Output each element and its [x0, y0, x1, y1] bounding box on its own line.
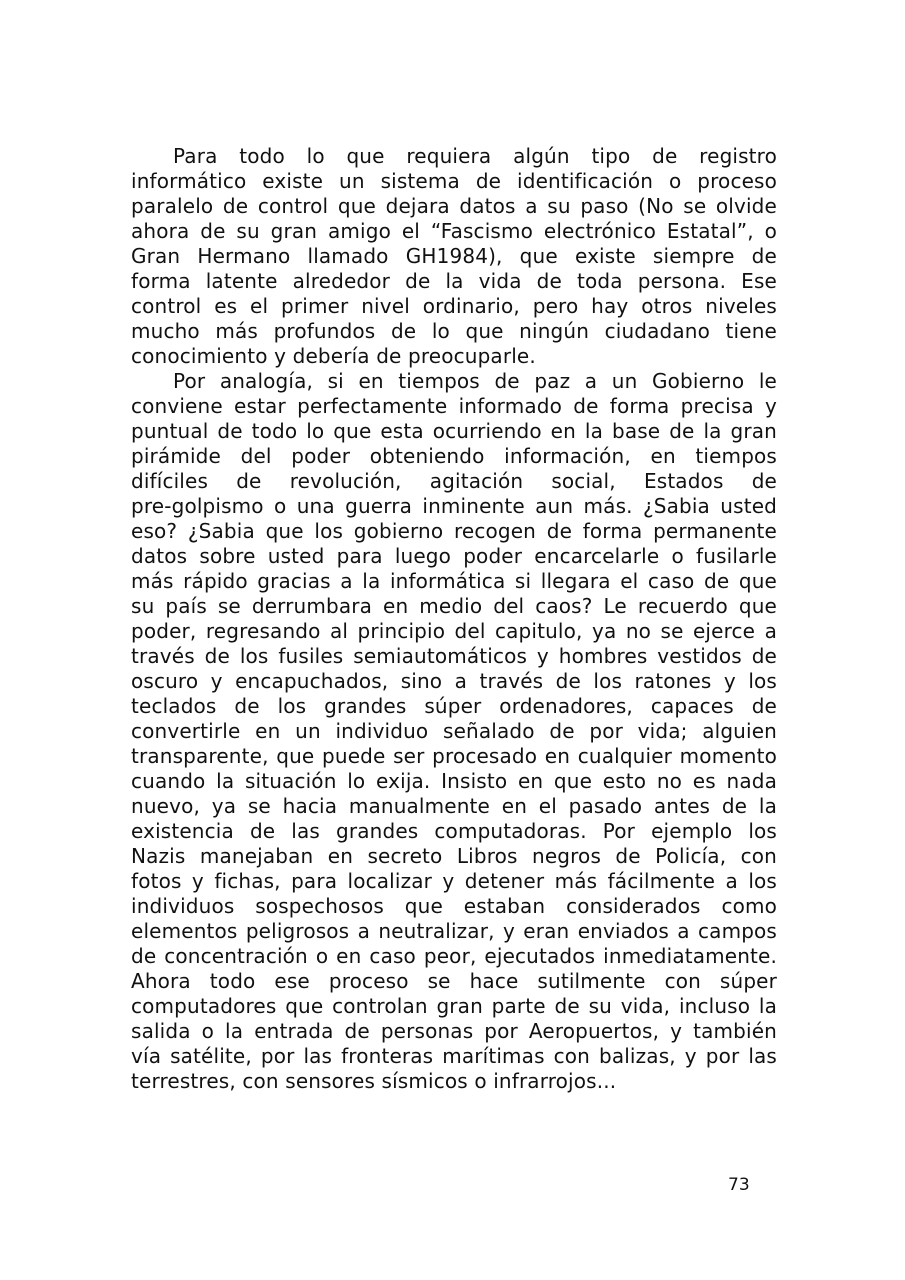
body-text: [131, 144, 777, 1094]
text-line: salida o la entrada de personas por Aeropuertos, y también: [131, 1019, 777, 1043]
text-line: puntual de todo lo que esta ocurriendo en la base de la gran: [131, 419, 777, 443]
text-line: elementos peligrosos a neutralizar, y eran enviados a campos: [131, 919, 777, 943]
text-line: Gran Hermano llamado GH1984), que existe siempre de: [131, 244, 777, 268]
text-line: vía satélite, por las fronteras marítimas con balizas, y por las: [131, 1044, 777, 1068]
text-line: oscuro y encapuchados, sino a través de los ratones y los: [131, 669, 777, 693]
text-line: cuando la situación lo exija. Insisto en que esto no es nada: [131, 769, 777, 793]
text-line: conviene estar perfectamente informado de forma precisa y: [131, 394, 777, 418]
text-line: nuevo, ya se hacia manualmente en el pasado antes de la: [131, 794, 777, 818]
text-line: datos sobre usted para luego poder encarcelarle o fusilarle: [131, 544, 777, 568]
text-line: existencia de las grandes computadoras. Por ejemplo los: [131, 819, 777, 843]
text-line: través de los fusiles semiautomáticos y hombres vestidos de: [131, 644, 777, 668]
text-line: difíciles de revolución, agitación social, Estados de: [131, 469, 777, 493]
text-line: poder, regresando al principio del capitulo, ya no se ejerce a: [131, 619, 777, 643]
text-line: transparente, que puede ser procesado en cualquier momento: [131, 744, 777, 768]
text-line: mucho más profundos de lo que ningún ciudadano tiene: [131, 319, 777, 343]
page-number: 73: [728, 1175, 750, 1195]
text-line: Para todo lo que requiera algún tipo de registro: [173, 144, 777, 168]
paragraph-1: [131, 144, 777, 369]
text-line: control es el primer nivel ordinario, pero hay otros niveles: [131, 294, 777, 318]
text-line: su país se derrumbara en medio del caos? Le recuerdo que: [131, 594, 777, 618]
text-line: Ahora todo ese proceso se hace sutilmente con súper: [131, 969, 777, 993]
text-line: paralelo de control que dejara datos a su paso (No se olvide: [131, 194, 777, 218]
text-line: terrestres, con sensores sísmicos o infrarrojos...: [131, 1069, 617, 1093]
text-line: forma latente alrededor de la vida de toda persona. Ese: [131, 269, 777, 293]
text-line: pirámide del poder obteniendo información, en tiempos: [131, 444, 777, 468]
text-line: más rápido gracias a la informática si llegara el caso de que: [131, 569, 777, 593]
text-line: informático existe un sistema de identificación o proceso: [131, 169, 777, 193]
text-line: ahora de su gran amigo el “Fascismo electrónico Estatal”, o: [131, 219, 777, 243]
text-line: convertirle en un individuo señalado de por vida; alguien: [131, 719, 777, 743]
paragraph-2: [131, 369, 777, 1094]
text-line: Nazis manejaban en secreto Libros negros de Policía, con: [131, 844, 777, 868]
text-line: pre-golpismo o una guerra inminente aun más. ¿Sabia usted: [131, 494, 777, 518]
text-line: fotos y fichas, para localizar y detener más fácilmente a los: [131, 869, 777, 893]
text-line: individuos sospechosos que estaban considerados como: [131, 894, 777, 918]
text-line: eso? ¿Sabia que los gobierno recogen de forma permanente: [131, 519, 777, 543]
text-line: teclados de los grandes súper ordenadores, capaces de: [131, 694, 777, 718]
text-line: Por analogía, si en tiempos de paz a un Gobierno le: [173, 369, 777, 393]
text-line: de concentración o en caso peor, ejecutados inmediatamente.: [131, 944, 777, 968]
text-line: conocimiento y debería de preocuparle.: [131, 344, 536, 368]
text-line: computadores que controlan gran parte de su vida, incluso la: [131, 994, 777, 1018]
